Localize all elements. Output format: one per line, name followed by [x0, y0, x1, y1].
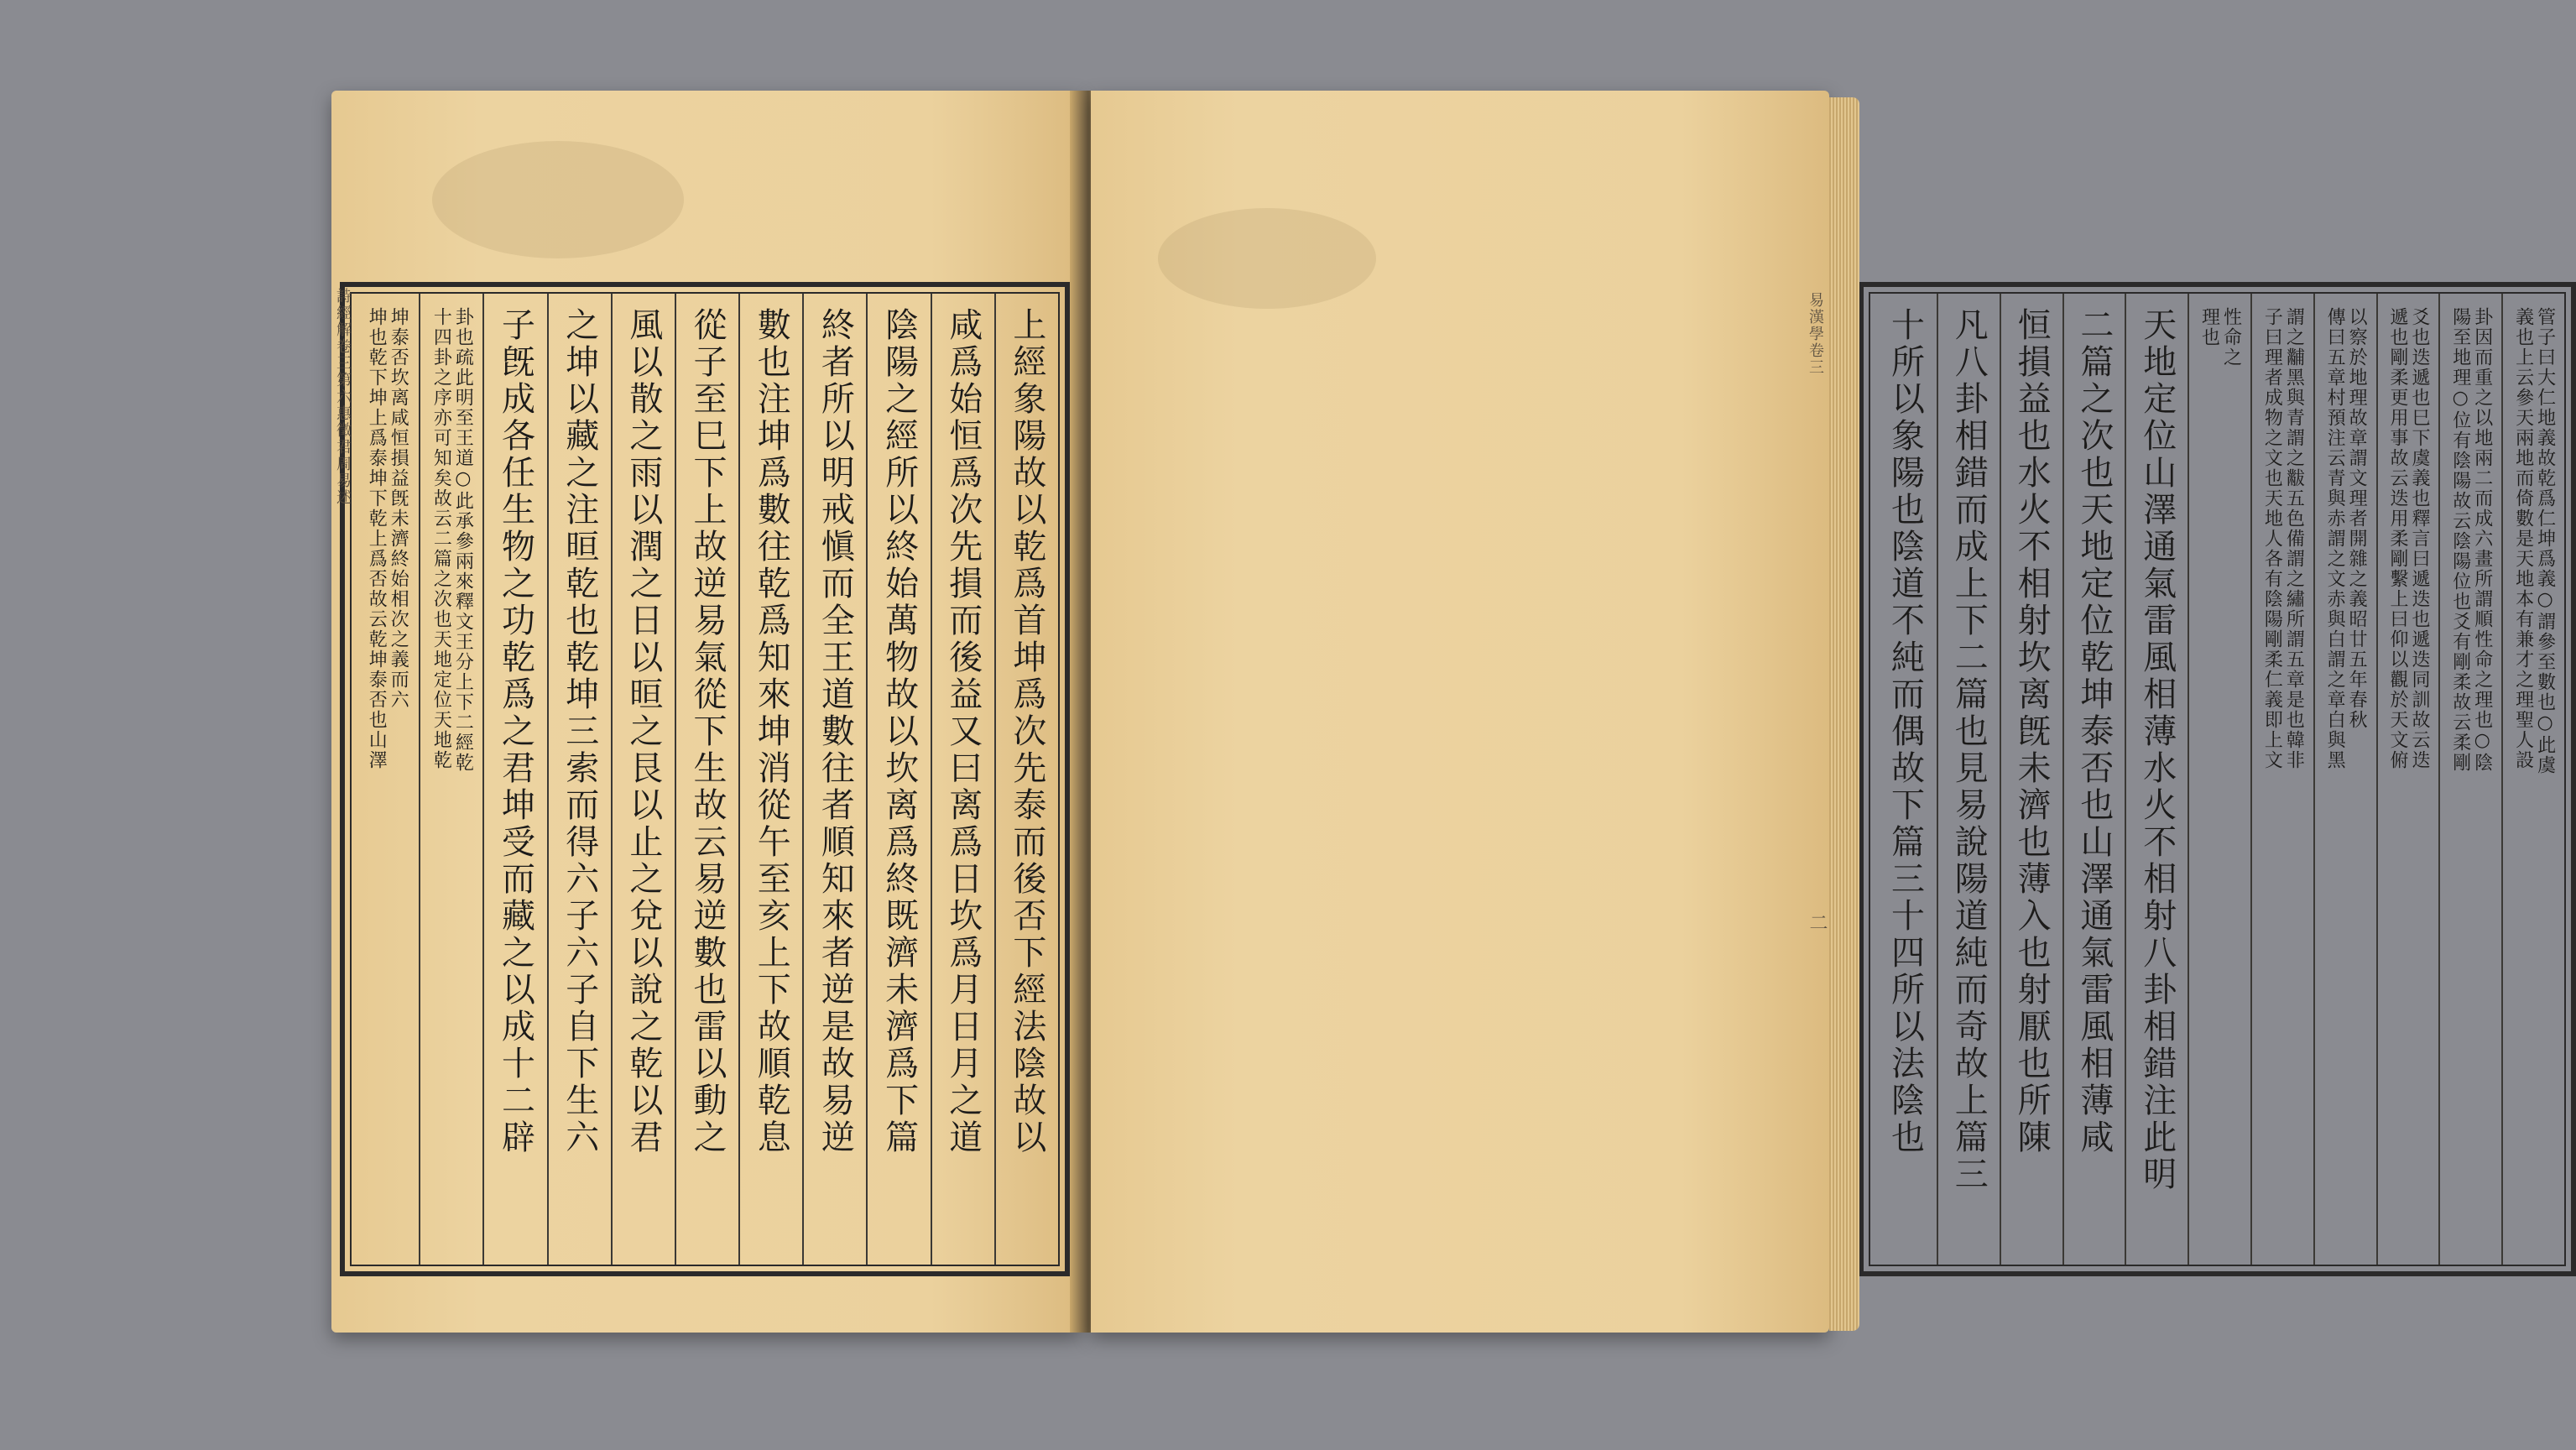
main-text-line: 恒損益也水火不相射坎离旣未濟也薄入也射厭也所陳: [2012, 307, 2052, 1156]
right-banner: 易漢學卷三: [1807, 292, 1824, 376]
commentary-line: 坤也乾下坤上爲泰坤下乾上爲否故云乾坤泰否也山澤: [366, 307, 388, 770]
main-text-line: 咸爲始恒爲次先損而後益又曰离爲日坎爲月日月之道: [943, 307, 983, 1156]
main-text-line: 凡八卦相錯而成上下二篇也見易說陽道純而奇故上篇三: [1949, 307, 1989, 1193]
text-column: [547, 294, 611, 1265]
paper-stain: [432, 141, 684, 258]
commentary-line: 理也: [2198, 307, 2220, 347]
commentary-line: 坤泰否坎离咸恒損益旣未濟終始相次之義而六: [388, 307, 409, 710]
text-column: [1937, 294, 2000, 1265]
commentary-line: 卦也疏此明至王道○此承參兩來釋文王分上下二經乾: [452, 307, 474, 773]
left-banner: 詩經解卷三第六惠徵君周易述: [334, 288, 352, 506]
text-column: [2438, 294, 2501, 1265]
right-columns: [1870, 294, 2564, 1265]
left-text-frame: [340, 282, 1070, 1276]
left-columns: [352, 294, 1058, 1265]
commentary-line: 謂之黼黑與青謂之黻五色備謂之繡所謂五章是也韓非: [2283, 307, 2305, 770]
commentary-line: 陽至地理○位有陰陽故云陰陽位也爻有剛柔故云柔剛: [2449, 307, 2471, 773]
main-text-line: 天地定位山澤通氣雷風相薄水火不相射八卦相錯注此明: [2137, 307, 2177, 1193]
text-column: [2313, 294, 2376, 1265]
text-column: [675, 294, 738, 1265]
commentary-line: 傳曰五章村預注云青與赤謂之文赤與白謂之章白與黑: [2324, 307, 2346, 770]
commentary-line: 子曰理者成物之文也天地人各有陰陽剛柔仁義即上文: [2261, 307, 2283, 770]
commentary-line: 爻也迭遞也巳下虞義也釋言曰遞迭也遞迭同訓故云迭: [2408, 307, 2430, 770]
main-text-line: 二篇之次也天地定位乾坤泰否也山澤通氣雷風相薄咸: [2074, 307, 2114, 1156]
right-page: [1091, 91, 2556, 1333]
left-page: [331, 91, 1081, 1333]
text-column: [802, 294, 866, 1265]
open-book: [331, 91, 2556, 1370]
text-column: [482, 294, 546, 1265]
commentary-line: 卦因而重之以地兩二而成六畫所謂順性命之理也○陰: [2471, 307, 2493, 773]
right-text-frame: [1859, 282, 2576, 1276]
text-column: [994, 294, 1058, 1265]
text-column: [866, 294, 930, 1265]
page-edges: [1829, 97, 1859, 1331]
text-column: [2250, 294, 2313, 1265]
main-text-line: 數也注坤爲數往乾爲知來坤消從午至亥上下故順乾息: [752, 307, 791, 1156]
paper-stain: [1158, 208, 1376, 309]
commentary-line: 遞也剛柔更用事故云迭用柔剛繫上曰仰以觀於天文俯: [2386, 307, 2408, 770]
main-text-line: 陰陽之經所以終始萬物故以坎离爲終既濟未濟爲下篇: [879, 307, 919, 1156]
main-text-line: 子旣成各任生物之功乾爲之君坤受而藏之以成十二辟: [496, 307, 535, 1156]
text-column: [2125, 294, 2188, 1265]
main-text-line: 之坤以藏之注晅乾也乾坤三索而得六子六子自下生六: [560, 307, 599, 1156]
commentary-line: 義也上云參天兩地而倚數是天地本有兼才之理聖人設: [2512, 307, 2534, 770]
text-column: [931, 294, 994, 1265]
main-text-line: 從子至巳下上故逆易氣從下生故云易逆數也雷以動之: [688, 307, 727, 1156]
commentary-line: 以察於地理故章謂文理者開雜之義昭廿五年春秋: [2346, 307, 2368, 730]
text-column: [611, 294, 675, 1265]
commentary-line: 十四卦之序亦可知矣故云二篇之次也天地定位天地乾: [430, 307, 452, 770]
commentary-line: 性命之: [2220, 307, 2242, 368]
text-column: [2376, 294, 2439, 1265]
main-text-line: 上經象陽故以乾爲首坤爲次先泰而後否下經法陰故以: [1007, 307, 1046, 1156]
text-column: [355, 294, 419, 1265]
commentary-line: 管子曰大仁地義故乾爲仁坤爲義○謂參至數也○此虞: [2534, 307, 2556, 775]
text-column: [1874, 294, 1937, 1265]
main-text-line: 終者所以明戒愼而全王道數往者順知來者逆是故易逆: [816, 307, 855, 1156]
text-column: [2501, 294, 2564, 1265]
text-column: [2000, 294, 2062, 1265]
text-column: [738, 294, 802, 1265]
main-text-line: 十所以象陽也陰道不純而偶故下篇三十四所以法陰也: [1885, 307, 1925, 1156]
text-column: [2062, 294, 2125, 1265]
main-text-line: 風以散之雨以潤之日以晅之艮以止之兌以說之乾以君: [623, 307, 663, 1156]
text-column: [419, 294, 482, 1265]
folio-number: 二: [1807, 913, 1828, 933]
text-column: [2188, 294, 2250, 1265]
